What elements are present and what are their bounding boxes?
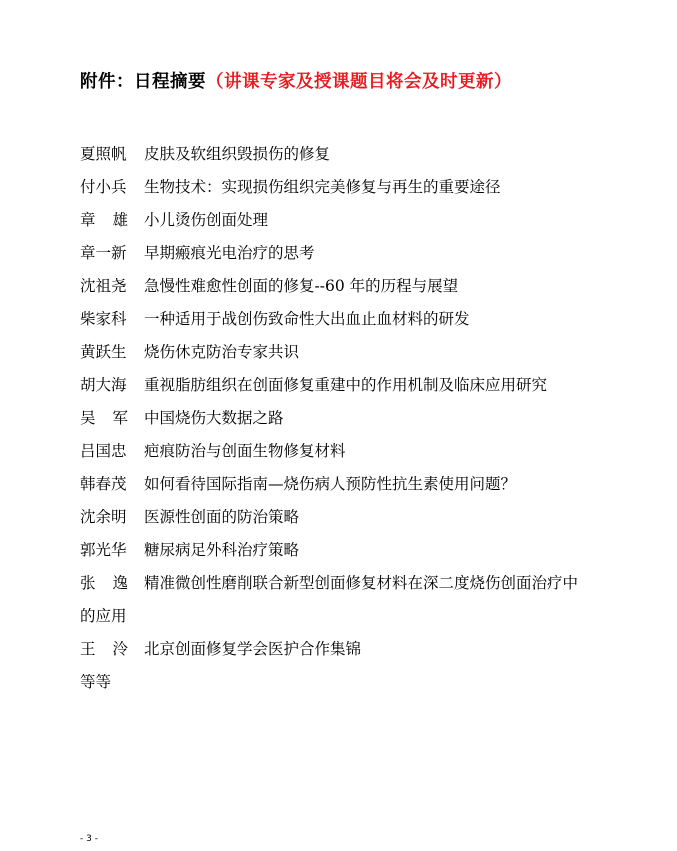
- list-item: [80, 565, 620, 598]
- speaker-name: [80, 406, 128, 428]
- list-item: [80, 466, 620, 499]
- lecture-topic: 医源性创面的防治策略: [144, 507, 300, 526]
- lecture-topic: 糖尿病足外科治疗策略: [144, 540, 300, 559]
- lecture-topic: 精准微创性磨削联合新型创面修复材料在深二度烧伤创面治疗中: [144, 573, 579, 592]
- list-item: [80, 268, 620, 301]
- list-item: [80, 235, 620, 268]
- closing-text: 等等: [80, 672, 112, 691]
- list-item: [80, 169, 620, 202]
- speaker-name: 柴家科: [80, 309, 127, 328]
- speaker-name: 胡大海: [80, 375, 127, 394]
- lecture-topic: 一种适用于战创伤致命性大出血止血材料的研发: [144, 309, 470, 328]
- lecture-topic: 中国烧伤大数据之路: [144, 408, 284, 427]
- lecture-topic: 北京创面修复学会医护合作集锦: [144, 639, 362, 658]
- lecture-topic: 生物技术：实现损伤组织完美修复与再生的重要途径: [144, 177, 501, 196]
- list-item: [80, 400, 620, 433]
- speaker-name-last: 雄: [112, 210, 128, 229]
- speaker-name: 沈祖尧: [80, 276, 127, 295]
- list-item: [80, 202, 620, 235]
- speaker-name: [80, 571, 128, 593]
- speaker-name-last: 军: [112, 408, 128, 427]
- lecture-topic: 早期瘢痕光电治疗的思考: [144, 243, 315, 262]
- list-item: [80, 334, 620, 367]
- speaker-name-first: 王: [80, 639, 96, 658]
- lecture-topic: 急慢性难愈性创面的修复--60 年的历程与展望: [144, 276, 459, 295]
- speaker-name-last: 泠: [112, 639, 128, 658]
- speaker-name: 付小兵: [80, 177, 127, 196]
- list-item: [80, 532, 620, 565]
- list-item: [80, 499, 620, 532]
- speaker-name: 章一新: [80, 243, 127, 262]
- speaker-name: [80, 208, 128, 230]
- speaker-name-first: 张: [80, 573, 96, 592]
- list-item: [80, 367, 620, 400]
- lecture-topic: 疤痕防治与创面生物修复材料: [144, 441, 346, 460]
- speaker-name-last: 逸: [112, 573, 128, 592]
- speaker-name: 黄跃生: [80, 342, 127, 361]
- speaker-name: 夏照帆: [80, 144, 127, 163]
- lecture-topic: 如何看待国际指南—烧伤病人预防性抗生素使用问题？: [144, 474, 517, 493]
- lecture-topic: 小儿烫伤创面处理: [144, 210, 269, 229]
- list-item: [80, 136, 620, 169]
- list-item: [80, 433, 620, 466]
- page-heading: [80, 68, 512, 93]
- page-number: - 3 -: [80, 834, 98, 844]
- speaker-name-first: 吴: [80, 408, 96, 427]
- heading-note: （讲课专家及授课题目将会及时更新）: [206, 72, 512, 92]
- speaker-name: 韩春茂: [80, 474, 127, 493]
- lecture-topic-wrap: 的应用: [80, 606, 127, 625]
- lecture-topic-continuation: [80, 598, 620, 631]
- list-item: [80, 631, 620, 664]
- lecture-topic: 重视脂肪组织在创面修复重建中的作用机制及临床应用研究: [144, 375, 548, 394]
- speaker-name: 吕国忠: [80, 441, 127, 460]
- list-item: [80, 301, 620, 334]
- speaker-name: 沈余明: [80, 507, 127, 526]
- speaker-name: [80, 637, 128, 659]
- schedule-list: [80, 136, 620, 697]
- speaker-name: 郭光华: [80, 540, 127, 559]
- heading-prefix: 附件：日程摘要: [80, 72, 206, 92]
- lecture-topic: 皮肤及软组织毁损伤的修复: [144, 144, 331, 163]
- lecture-topic: 烧伤休克防治专家共识: [144, 342, 300, 361]
- speaker-name-first: 章: [80, 210, 96, 229]
